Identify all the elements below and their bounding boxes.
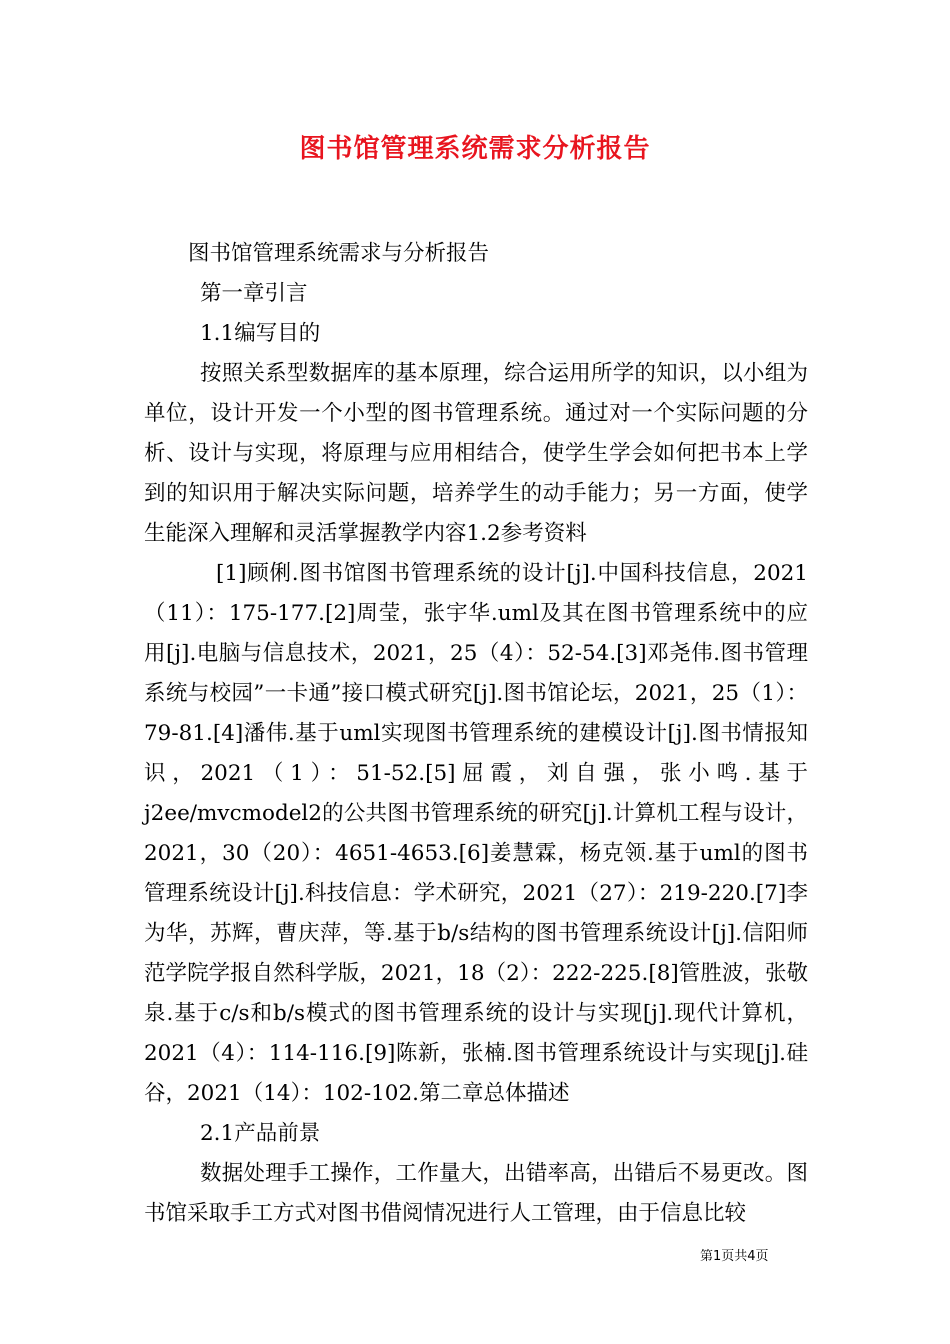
prospect-paragraph: 数据处理手工操作，工作量大，出错率高，出错后不易更改。图书馆采取手工方式对图书借阅情况进行人工管理，由于信息比较 bbox=[144, 1161, 808, 1226]
page-number: 第1页共4页 bbox=[700, 1249, 769, 1264]
chapter-1-heading: 第一章引言 bbox=[200, 281, 308, 306]
document-subtitle: 图书馆管理系统需求与分析报告 bbox=[188, 241, 490, 266]
document-title: 图书馆管理系统需求分析报告 bbox=[299, 134, 651, 164]
purpose-paragraph: 按照关系型数据库的基本原理，综合运用所学的知识，以小组为单位，设计开发一个小型的图书管理系统。通过对一个实际问题的分析、设计与实现，将原理与应用相结合，使学生学会如何把书本上学到的知识用于解决实际问题，培养学生的动手能力；另一方面，使学生能深入理解和灵活掌握教学内容1.2参考资料 bbox=[144, 361, 808, 546]
document-body bbox=[144, 234, 808, 1234]
section-1-1-heading: 1.1编写目的 bbox=[200, 321, 321, 346]
references-paragraph: [1]顾俐.图书馆图书管理系统的设计[j].中国科技信息，2021（11）：175-177.[2]周莹，张宇华.uml及其在图书管理系统中的应用[j].电脑与信息技术，2021，25（4）：52-54.[3]邓尧伟.图书管理系统与校园”一卡通”接口模式研究[j].图书馆论坛，2021，25（1）：79-81.[4]潘伟.基于uml实现图书管理系统的建模设计[j].图书情报知识，2021（1）：51-52.[5]屈霞，刘自强，张小鸣.基于j2ee/mvcmodel2的公共图书管理系统的研究[j].计算机工程与设计，2021，30（20）：4651-4653.[6]姜慧霖，杨克领.基于uml的图书管理系统设计[j].科技信息：学术研究，2021（27）：219-220.[7]李为华，苏辉，曹庆萍，等.基于b/s结构的图书管理系统设计[j].信阳师范学院学报自然科学版，2021，18（2）：222-225.[8]管胜波，张敬泉.基于c/s和b/s模式的图书管理系统的设计与实现[j].现代计算机，2021（4）：114-116.[9]陈新，张楠.图书管理系统设计与实现[j].硅谷，2021（14）：102-102.第二章总体描述 bbox=[144, 561, 808, 1106]
section-2-1-heading: 2.1产品前景 bbox=[200, 1121, 321, 1146]
